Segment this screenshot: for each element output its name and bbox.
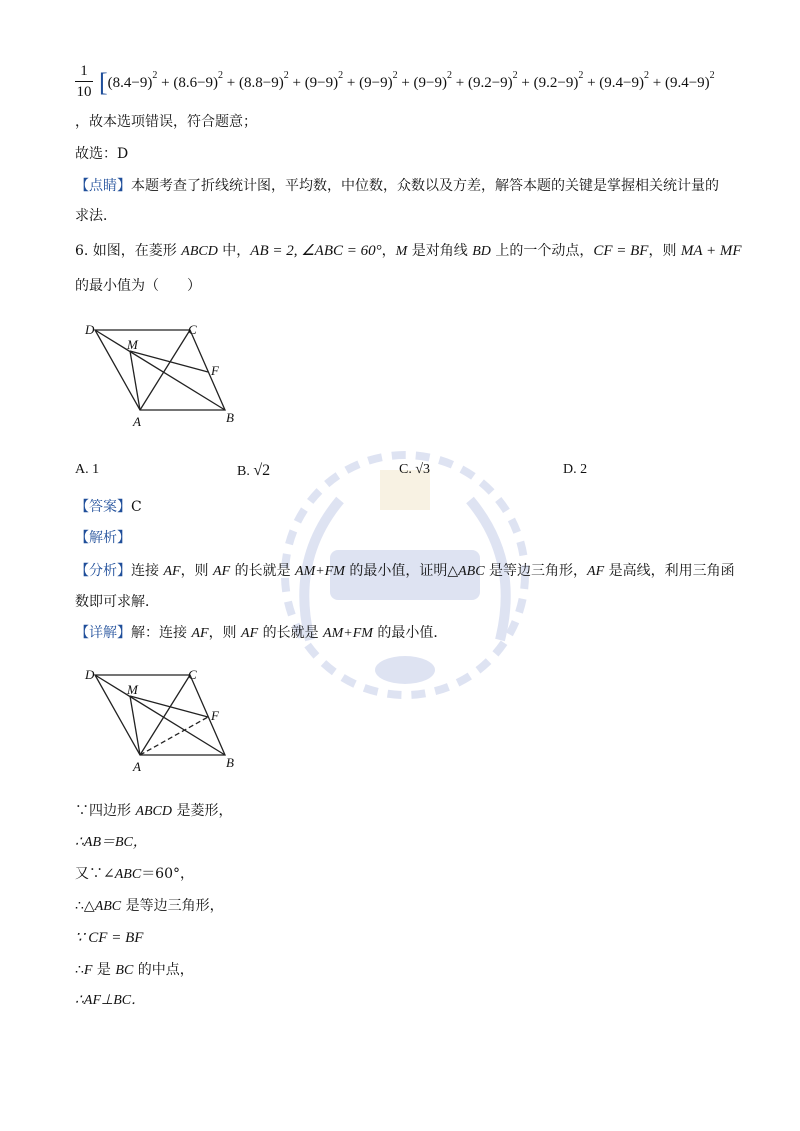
question-6: 6. 如图，在菱形 ABCD 中，AB = 2, ∠ABC = 60°，M 是对角线 BD 上的一个动点，CF = BF，则 MA + MF: [75, 243, 742, 259]
text-line: 故选：D: [75, 146, 129, 162]
svg-text:C: C: [188, 667, 197, 682]
text-line: 的最小值为（ ）: [75, 278, 201, 294]
term: (9.4−9): [664, 75, 710, 91]
term: (9.2−9): [467, 75, 513, 91]
term: (9−9): [304, 75, 339, 91]
svg-text:D: D: [85, 667, 95, 682]
answer-line: 【答案】C: [75, 499, 142, 515]
fraction: [75, 62, 93, 101]
section-tag: 【答案】: [75, 499, 131, 515]
proof-step: ∵四边形 ABCD 是菱形，: [75, 803, 233, 819]
variance-formula: [75, 60, 800, 108]
fraction-denominator: 10: [76, 84, 92, 100]
option-d: D. 2: [563, 462, 588, 477]
term: (9−9): [359, 75, 393, 91]
svg-text:M: M: [127, 682, 138, 697]
detail-line: 【详解】解：连接 AF，则 AF 的长就是 AM+FM 的最小值．: [75, 625, 448, 641]
proof-step: ∴AB＝BC，: [75, 835, 147, 850]
label-F: F: [211, 363, 219, 378]
label-C: C: [188, 322, 197, 337]
term: (8.8−9): [239, 75, 284, 91]
label-B: B: [226, 410, 234, 425]
proof-step: ∴F 是 BC 的中点，: [75, 962, 194, 978]
proof-step: 又∵∠ABC＝60°，: [75, 866, 195, 882]
svg-text:B: B: [226, 755, 234, 770]
analysis-line: 【分析】连接 AF，则 AF 的长就是 AM+FM 的最小值，证明△ABC 是等边三角形，AF 是高线，利用三角函: [75, 563, 735, 579]
option-c: C. √3: [399, 462, 431, 477]
text-line: 求法．: [75, 208, 117, 224]
term: (9−9): [413, 75, 447, 91]
text-line: 【点睛】本题考查了折线统计图，平均数，中位数，众数以及方差，解答本题的关键是掌握相关统计量的: [75, 178, 719, 194]
label-M: M: [127, 337, 138, 352]
section-tag: 【点睛】: [75, 178, 131, 194]
option-b: B. √2: [237, 462, 271, 479]
label-A: A: [133, 414, 141, 429]
formula-terms: [$(8.4-9)^2 + (8.6-9)^2 + (8.8-9)^2 + (9-9)^2 + (9-9)^2 + (9-9)^2 + (9.2-9)^2 + (9.2-9)^2 + (9.4-9)^2 + (9.4-9)^2$: [99, 68, 715, 97]
term: (8.6−9): [173, 75, 219, 91]
rhombus-figure-1: [75, 318, 255, 430]
term: (8.4−9): [107, 75, 153, 91]
proof-step: ∴△ABC 是等边三角形，: [75, 898, 224, 914]
svg-text:A: A: [133, 759, 141, 774]
rhombus-figure-2: [75, 663, 255, 775]
proof-step: ∵ CF = BF: [75, 930, 144, 946]
section-tag: 【解析】: [75, 530, 131, 546]
svg-text:F: F: [211, 708, 219, 723]
label-D: D: [85, 322, 95, 337]
text-line: 数即可求解．: [75, 594, 159, 610]
term: (9.2−9): [533, 75, 579, 91]
text-line: ，故本选项错误，符合题意；: [75, 114, 257, 130]
option-a: A. 1: [75, 462, 100, 477]
term: (9.4−9): [599, 75, 644, 91]
fraction-numerator: 1: [80, 63, 88, 79]
proof-step: ∴AF⊥BC．: [75, 993, 146, 1008]
